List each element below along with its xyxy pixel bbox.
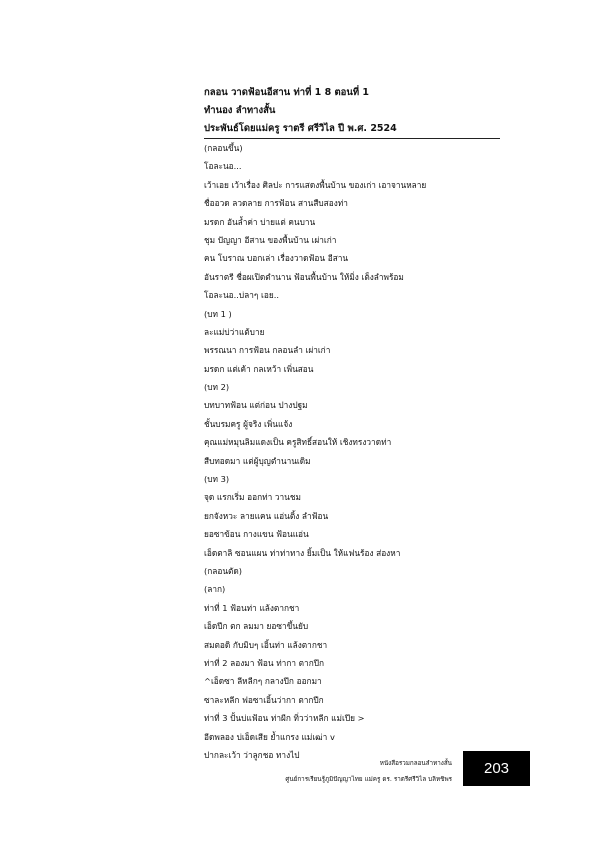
poem-line: ละแม่บ่ว่าแต้บาย: [204, 326, 265, 337]
poem-line: คน โบราณ บอกเล่า เรื่องวาดฟ้อน อีสาน: [204, 253, 349, 264]
footer-center-name: ศูนย์การเรียนรู้ภูมิปัญญาไทย แม่ครู ดร. ราตรีศรีวิไล บลิหชิพร: [285, 776, 452, 783]
poem-line: (บท 2): [204, 382, 230, 393]
poem-line: (กลอนตัด): [204, 565, 243, 576]
poem-line: ปากละเว้า ว่าลูกชอ ทางไป: [204, 749, 300, 760]
poem-line: (กลอนขึ้น): [204, 143, 243, 153]
poem-line: ชุม ปัญญา อีสาน ของพื้นบ้าน เผ่าเก่า: [204, 234, 337, 245]
poem-line: สืบทอดมา แต่ผู้บุญตำนานเดิม: [204, 455, 311, 466]
poem-line: ชั้นบรมครู ผู้จริง เพิ่นแจ้ง: [204, 418, 293, 429]
page-number-box: [463, 751, 530, 786]
poem-line: ^เอ็ดซา ลีหลีกๆ กลางปีก ออกมา: [204, 676, 322, 687]
poem-line: เอ็ดตาลิ ซอนแผน ท่าท่าทาง ยิ้มเป็น ให้แฟนร้อง ส่องหา: [204, 547, 401, 558]
poem-line: (บท 1 ): [204, 308, 232, 319]
poem-line: (ลาก): [204, 584, 226, 595]
poem-title: กลอน วาดฟ้อนอีสาน ท่าที่ 1 8 ตอนที่ 1: [204, 87, 370, 98]
poem-line: ท่าที่ 1 ฟ้อนท่า แล้งตากชา: [204, 602, 300, 613]
document-header: [204, 84, 504, 138]
poem-line: สมตอดิ กับมิบๆ เอิ้นท่า แล้งตากชา: [204, 639, 328, 650]
poem-line: ซาละหลีก ฟอซาเอิ้นว่ากา ตากปีก: [204, 694, 324, 705]
poem-line: ยกจังหวะ ลายแคน แอ่นติ้ง ลำฟ้อน: [204, 510, 329, 521]
poem-line: คุณแม่หมุนลิมแดงเป็น ครูสิทธิ์สอนให้ เชิงทรงวาดท่า: [204, 437, 392, 448]
poem-line: ยอซาข้อน กางแขน ฟ้อนแอ่น: [204, 529, 309, 540]
poem-line: มรดก แต่เค้า กลเหว้า เพิ่นสอน: [204, 363, 314, 374]
poem-line: โอละนอ...: [204, 161, 242, 172]
poem-line: อีดพลอง บ่เอ็ดเสีย ย้ำแกรง แม่เฒ่า v: [204, 731, 335, 742]
poem-line: พรรณนา การฟ้อน กลอนลำ เผ่าเก่า: [204, 345, 331, 356]
poem-line: (บท 3): [204, 474, 230, 485]
poem-line: เว้าเอย เว้าเรื่อง ศิลปะ การแสดงพื้นบ้าน ของเก่า เอาจานหลาย: [204, 179, 427, 190]
poem-line: มรดก อันล้ำค่า บ่ายแต่ คนบาน: [204, 216, 316, 227]
footer-book-title: หนังสือรวมกลอนลำทางสั้น: [379, 760, 452, 767]
poem-line: อันราตรี ชื่อผเปิดตำนาน ฟ้อนพื้นบ้าน ให้มิ่ง เต็งลำพร้อม: [204, 271, 404, 282]
poem-line: โอละนอ..บ่ลาๆ เอย..: [204, 290, 279, 301]
poem-line: เอ็ดปีก ตก ลมมา ยอซาขึ้นยับ: [204, 621, 309, 632]
poem-body: [204, 139, 504, 764]
page-number: 203: [483, 760, 510, 777]
page-footer: [236, 756, 452, 788]
poem-line: ท่าที่ 3 ปั้นบ่แฟ้อน ท่าผีก ทิ่วว่าหลีก แม่เปีย >: [204, 713, 365, 724]
melody-line: ทำนอง ลำทางสั้น: [204, 105, 276, 116]
poem-line: จุด แรกเริ่ม ออกท่า วานชม: [204, 492, 301, 503]
poem-line: บทบาทฟ้อน แต่ก่อน ปางปฐม: [204, 400, 308, 411]
author-credit: ประพันธ์โดยแม่ครู ราตรี ศรีวิไล ปี พ.ศ. 2524: [204, 123, 397, 134]
poem-line: ท่าที่ 2 ลองมา ฟ้อน ท่ากา ตากปีก: [204, 657, 325, 668]
poem-line: ชื่ออวด ลวดลาย การฟ้อน สานสืบสองท่า: [204, 198, 348, 209]
